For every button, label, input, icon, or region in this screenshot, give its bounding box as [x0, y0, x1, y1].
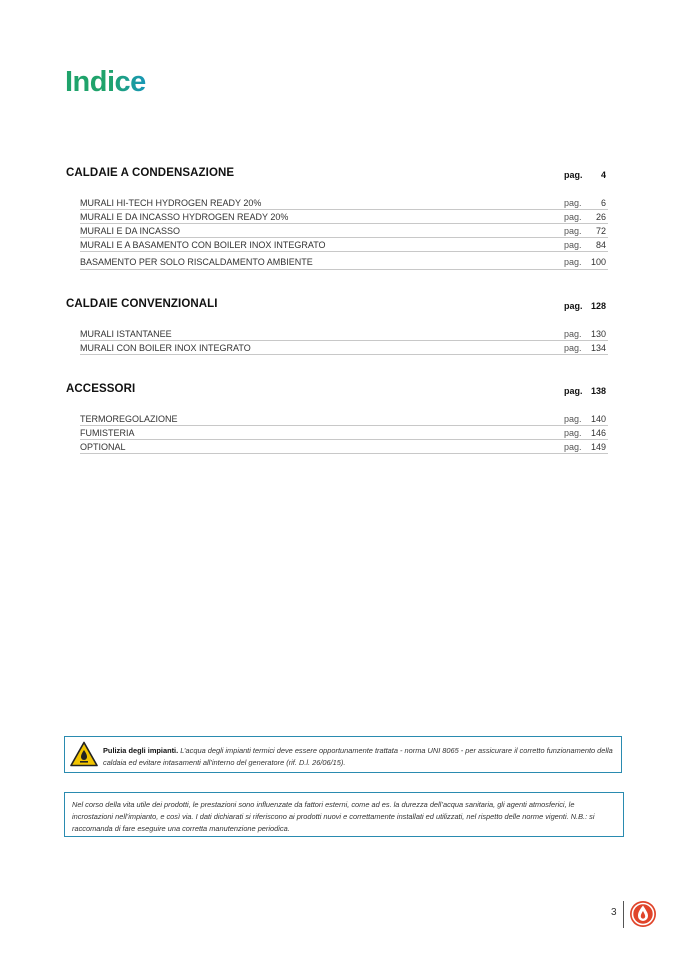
toc-row-pag: pag.	[564, 257, 582, 267]
warning-note	[64, 736, 622, 773]
toc-row-page: 72	[595, 226, 606, 236]
section-pag-label: pag.	[564, 301, 583, 311]
toc-row[interactable]	[80, 426, 608, 440]
toc-row-label: MURALI CON BOILER INOX INTEGRATO	[80, 343, 251, 353]
toc-row[interactable]	[80, 254, 608, 270]
toc-row-pag: pag.	[564, 442, 582, 452]
toc-row-page: 6	[600, 198, 606, 208]
toc-row-pag: pag.	[564, 414, 582, 424]
toc-list	[80, 412, 608, 454]
toc-row-page: 149	[590, 442, 606, 452]
warning-text	[103, 745, 615, 768]
toc-row-pag: pag.	[564, 329, 582, 339]
toc-row-page: 84	[595, 240, 606, 250]
section-pag-label: pag.	[564, 386, 583, 396]
toc-row-pag: pag.	[564, 198, 582, 208]
toc-row[interactable]	[80, 412, 608, 426]
section-title: CALDAIE CONVENZIONALI	[66, 298, 218, 310]
disclaimer-note	[64, 792, 624, 837]
section-title: ACCESSORI	[66, 383, 136, 395]
section-title: CALDAIE A CONDENSAZIONE	[66, 167, 235, 179]
toc-row-pag: pag.	[564, 343, 582, 353]
toc-row[interactable]	[80, 341, 608, 355]
toc-section-convenzionali	[66, 298, 608, 355]
toc-row-pag: pag.	[564, 240, 582, 250]
toc-row[interactable]	[80, 440, 608, 454]
page-number: 3	[611, 907, 617, 918]
toc-row[interactable]	[80, 210, 608, 224]
toc-row-page: 130	[590, 329, 606, 339]
toc-row-label: BASAMENTO PER SOLO RISCALDAMENTO AMBIENTE	[80, 257, 313, 267]
section-header[interactable]	[66, 298, 608, 316]
toc-row[interactable]	[80, 224, 608, 238]
toc-row-label: MURALI HI-TECH HYDROGEN READY 20%	[80, 198, 262, 208]
section-pag-label: pag.	[564, 170, 583, 180]
toc-row-label: MURALI E DA INCASSO HYDROGEN READY 20%	[80, 212, 289, 222]
toc-list	[80, 196, 608, 270]
page-title: Indice	[65, 66, 146, 98]
toc-row-label: OPTIONAL	[80, 442, 126, 452]
brand-logo-flame-icon	[629, 900, 657, 928]
toc-row-page: 100	[590, 257, 606, 267]
toc-row-label: MURALI E DA INCASSO	[80, 226, 181, 236]
toc-row-pag: pag.	[564, 428, 582, 438]
toc-section-condensazione	[66, 167, 608, 270]
warning-icon	[70, 741, 98, 767]
footer-divider	[623, 901, 624, 928]
warning-body: L’acqua degli impianti termici deve essere opportunamente trattata - norma UNI 8065 - per assicurare il corretto funzionamento della caldaia ed evitare intasamenti all’interno del generatore (rif. D.l. 26/06/15).	[103, 746, 613, 767]
section-page-number: 128	[590, 301, 606, 311]
toc-list	[80, 327, 608, 355]
toc-row-page: 146	[590, 428, 606, 438]
toc-row[interactable]	[80, 196, 608, 210]
toc-row-page: 26	[595, 212, 606, 222]
toc-row-pag: pag.	[564, 212, 582, 222]
section-page-number: 138	[590, 386, 606, 396]
section-page-number: 4	[600, 170, 606, 180]
toc-row-page: 134	[590, 343, 606, 353]
toc-row-page: 140	[590, 414, 606, 424]
toc-row-label: FUMISTERIA	[80, 428, 135, 438]
toc-row-label: TERMOREGOLAZIONE	[80, 414, 178, 424]
toc-row-pag: pag.	[564, 226, 582, 236]
toc-row-label: MURALI E A BASAMENTO CON BOILER INOX INTEGRATO	[80, 240, 326, 250]
warning-title: Pulizia degli impianti.	[103, 746, 179, 755]
toc-row[interactable]	[80, 327, 608, 341]
toc-section-accessori	[66, 383, 608, 454]
section-header[interactable]	[66, 167, 608, 185]
disclaimer-text: Nel corso della vita utile dei prodotti, le prestazioni sono influenzate da fattori esterni, come ad es. la durezza dell’acqua sanitaria, gli agenti atmosferici, le incrostazioni nell’impianto, e così via. I dati dichiarati si riferiscono ai prodotti nuovi e correttamente installati ed utilizzati, nel rispetto delle norme vigenti. N.B.: si raccomanda di fare eseguire una corretta manutenzione periodica.	[72, 800, 595, 833]
toc-row[interactable]	[80, 238, 608, 252]
toc-row-label: MURALI ISTANTANEE	[80, 329, 172, 339]
section-header[interactable]	[66, 383, 608, 401]
